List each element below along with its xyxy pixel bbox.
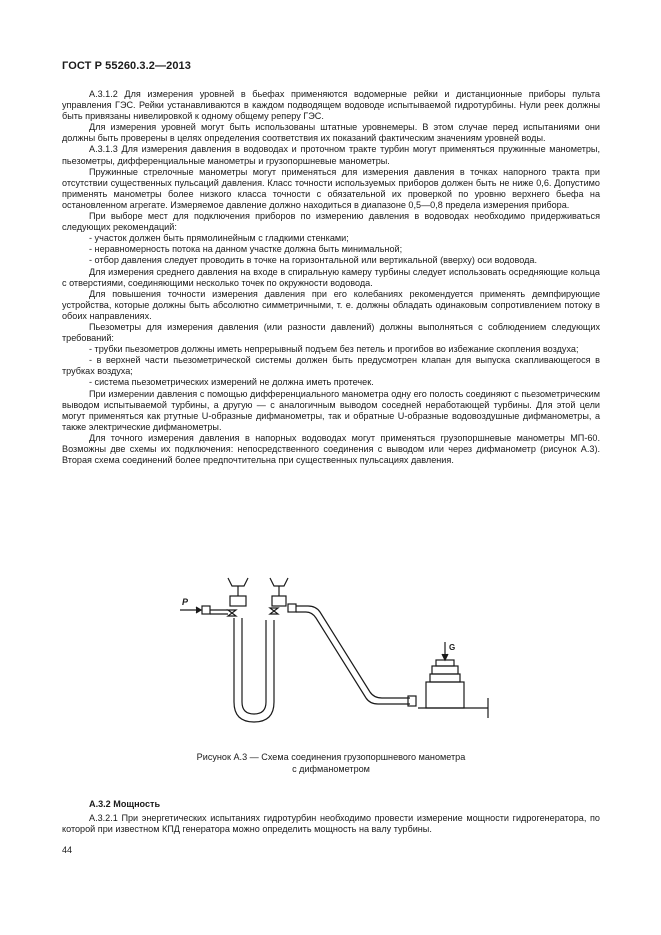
paragraph: А.3.2.1 При энергетических испытаниях гидротурбин необходимо провести измерение мощности гидрогенератора, по которой при известном КПД генератора можно определить мощность на валу турбины. (62, 813, 600, 835)
pressure-arrow-head (196, 607, 201, 613)
list-item: - неравномерность потока на данном участке должна быть минимальной; (89, 244, 403, 255)
paragraph: При выборе мест для подключения приборов по измерению давления в водоводах необходимо придерживаться следующих рекомендаций: (62, 211, 600, 233)
inlet-valve (202, 606, 210, 614)
list-item: - трубки пьезометров должны иметь непрерывный подъем без петель и прогибов во избежание скопления воздуха; (89, 344, 579, 355)
document-header: ГОСТ Р 55260.3.2—2013 (62, 60, 191, 72)
left-valve-body (230, 596, 246, 606)
label-p: P (182, 597, 189, 607)
u-tube-outer (234, 618, 274, 722)
load-arrow-head (442, 654, 448, 660)
paragraph: Пружинные стрелочные манометры могут применяться для измерения давления в точках напорного тракта при отсутствии существенных пульсаций давления. Класс точности используемых приборов должен быть не ниже 0,6. Допустимо применять манометры более низкого класса точности с обязательной их проверкой по уровню верхнего бьефа на остановленном агрегате. Измеряемое давление должно находиться в диапазоне 0,5—0,8 предела измерения прибора. (62, 166, 600, 210)
gauge-cylinder (430, 674, 460, 682)
page-number: 44 (62, 845, 73, 855)
gauge-piston-top (432, 666, 458, 674)
right-funnel (270, 578, 288, 586)
figure-caption (62, 752, 600, 775)
paragraph: А.3.1.3 Для измерения давления в водоводах и проточном тракте турбин могут применяться пружинные манометры, пьезометры, дифференциальные манометры и грузопоршневые манометры. (62, 144, 600, 166)
list-item: - система пьезометрических измерений не должна иметь протечек. (89, 377, 374, 388)
list-item: - участок должен быть прямолинейным с гладкими стенками; (89, 233, 349, 244)
body-text (62, 89, 600, 466)
right-valve-cross (270, 608, 278, 614)
paragraph: Пьезометры для измерения давления (или разности давлений) должны выполняться с соблюдением следующих требований: (62, 321, 600, 344)
paragraph: Для измерения среднего давления на входе в спиральную камеру турбины следует использовать осредняющие кольца с отверстиями, соединяющими несколько точек по окружности водовода. (62, 266, 600, 288)
caption-line: Рисунок А.3 — Схема соединения грузопоршневого манометра (196, 752, 466, 762)
paragraph: Для точного измерения давления в напорных водоводах могут применяться грузопоршневые манометры МП-60. Возможны две схемы их подключения: непосредственного соединения с выводом или через дифманометр (рисунок А.3). Вторая схема соединений более предпочтительна при существенных пульсациях давления. (62, 432, 600, 466)
label-g: G (449, 643, 456, 652)
side-valve (288, 604, 296, 612)
list-item: - в верхней части пьезометрической системы должен быть предусмотрен клапан для выпуска скапливающегося в трубках воздуха; (62, 355, 600, 377)
paragraph: Для повышения точности измерения давления при его колебаниях рекомендуется применять демпфирующие устройства, которые должны быть абсолютно симметричными, т. е. должны обладать одинаковым сопротивлением потоку в обоих направлениях. (62, 288, 600, 321)
list-item: - отбор давления следует проводить в точке на горизонтальной или вертикальной (вверху) оси водовода. (89, 255, 538, 266)
u-tube-inner (242, 618, 266, 714)
left-valve-cross (228, 610, 236, 616)
section-power (62, 799, 600, 835)
caption-line: с дифманометром (292, 763, 370, 774)
paragraph: А.3.1.2 Для измерения уровней в бьефах применяются водомерные рейки и дистанционные приборы пульта управления ГЭС. Рейки устанавливаются в каждом подводящем водоводе испытываемой гидротурбины. Нули реек должны быть привязаны нивелировкой к одному общему реперу ГЭС. (62, 89, 600, 122)
section-title: А.3.2 Мощность (89, 799, 161, 809)
gauge-body (426, 682, 464, 708)
figure-a3-diagram (170, 574, 500, 726)
connecting-pipe-upper (296, 606, 410, 698)
left-funnel (228, 578, 248, 586)
connecting-pipe-lower (296, 612, 410, 704)
paragraph: Для измерения уровней могут быть использованы штатные уровнемеры. В этом случае перед испытаниями они должны быть проверены в целях определения соответствия их показаний фактическим значениям уровней воды. (62, 122, 600, 144)
paragraph: При измерении давления с помощью дифференциального манометра одну его полость соединяют с пьезометрическим выводом испытываемой турбины, а другую — с аналогичным выводом соседней неработающей турбины. Для этой цели могут применяться как ртутные U-образные дифманометры, так и обратные U-образные водовоздушные дифманометры, а также электрические дифманометры. (62, 388, 600, 432)
right-valve-body (272, 596, 286, 606)
